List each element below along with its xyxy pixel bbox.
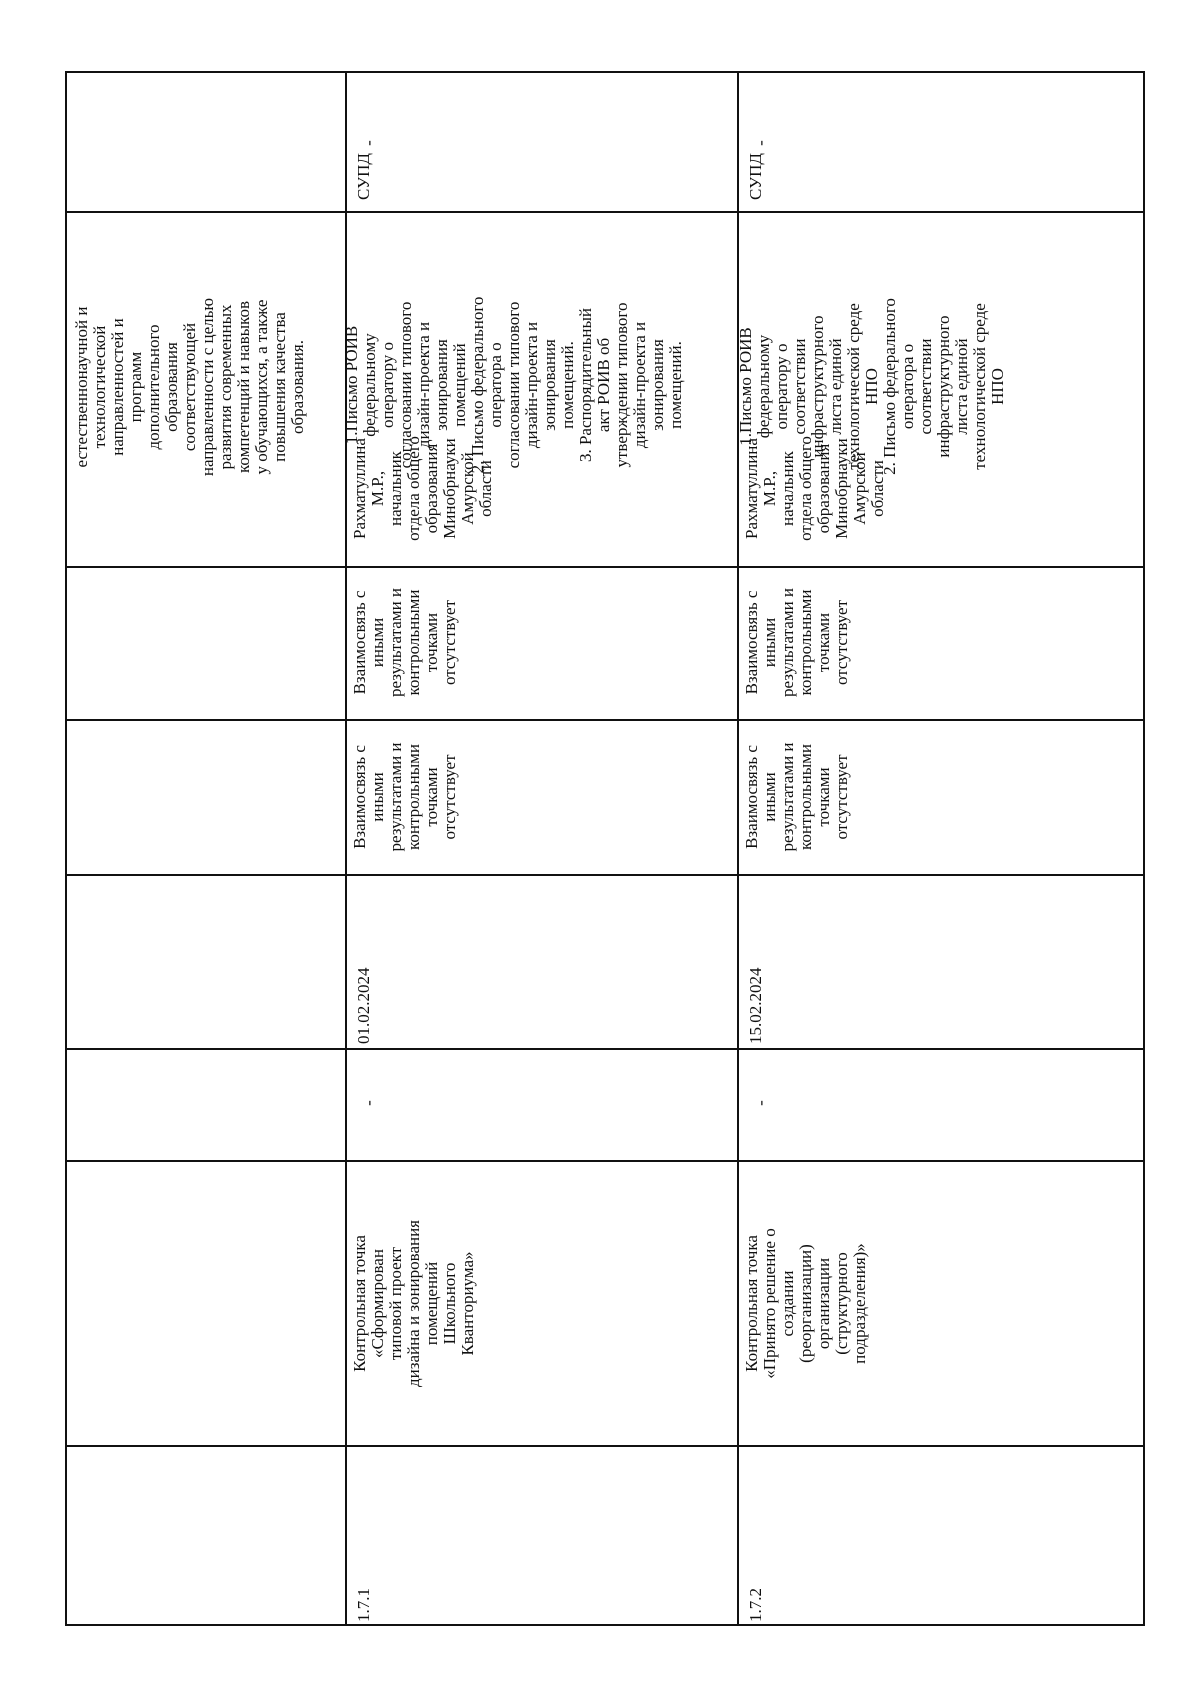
- row0-document: естественнонаучной и технологической направленностей и программ дополнительного образования соответствующей направленности с целью развития современных компетенций и навыков у обучающихся, а также повышения качества образования.: [72, 297, 307, 477]
- row2-dash2: -: [751, 140, 770, 146]
- row2-document: 1.Письмо РОИВ федеральному оператору о соответствии инфраструктурного листа единой технологической среде НПО 2. Письмо федерального оператора о соответствии инфраструктурного листа единой технологической среде НПО: [736, 298, 1007, 475]
- row1-responsible: Рахматуллина М.Р., начальник отдела общего образования Минобрнауки Амурской области: [350, 436, 495, 541]
- row1-number: 1.7.1: [354, 1588, 373, 1622]
- row2-relation1: Взаимосвязь с иными результатами и контрольными точками отсутствует: [742, 742, 851, 852]
- col-divider: [67, 1445, 1143, 1447]
- row2-number: 1.7.2: [746, 1588, 765, 1622]
- row1-relation1: Взаимосвязь с иными результатами и контрольными точками отсутствует: [350, 742, 459, 852]
- col-divider: [67, 874, 1143, 876]
- row2-responsible: Рахматуллина М.Р., начальник отдела общего образования Минобрнауки Амурской области: [742, 436, 887, 541]
- row1-document: 1.Письмо РОИВ федеральному оператору о согласовании типового дизайн-проекта и зонирования помещений 2. Письмо федерального оператора о согласовании типового дизайн-проекта и зонирования помещений. 3. Распорядительный акт РОИВ об утверждении типового дизайн-проекта и зонирования помещений.: [342, 296, 685, 474]
- row1-dash1: -: [359, 1100, 378, 1106]
- col-divider: [67, 1160, 1143, 1162]
- row1-title: Контрольная точка «Сформирован типовой проект дизайна и зонирования помещений Школьного Кванториума»: [350, 1219, 477, 1388]
- row1-system: СУПД: [354, 152, 373, 200]
- row2-system-text: СУПД: [746, 152, 765, 200]
- row1-dash2: -: [359, 140, 378, 146]
- col-divider: [67, 719, 1143, 721]
- row1-date: 01.02.2024: [354, 967, 373, 1044]
- row2-date: 15.02.2024: [746, 967, 765, 1044]
- row2-dash1: -: [751, 1100, 770, 1106]
- col-divider: [67, 566, 1143, 568]
- row1-relation2: Взаимосвязь с иными результатами и контрольными точками отсутствует: [350, 587, 459, 698]
- row2-title: Контрольная точка «Принято решение о создании (реорганизации) организации (структурного подразделения)»: [742, 1228, 869, 1379]
- col-divider: [67, 1048, 1143, 1050]
- row2-relation2: Взаимосвязь с иными результатами и контрольными точками отсутствует: [742, 587, 851, 698]
